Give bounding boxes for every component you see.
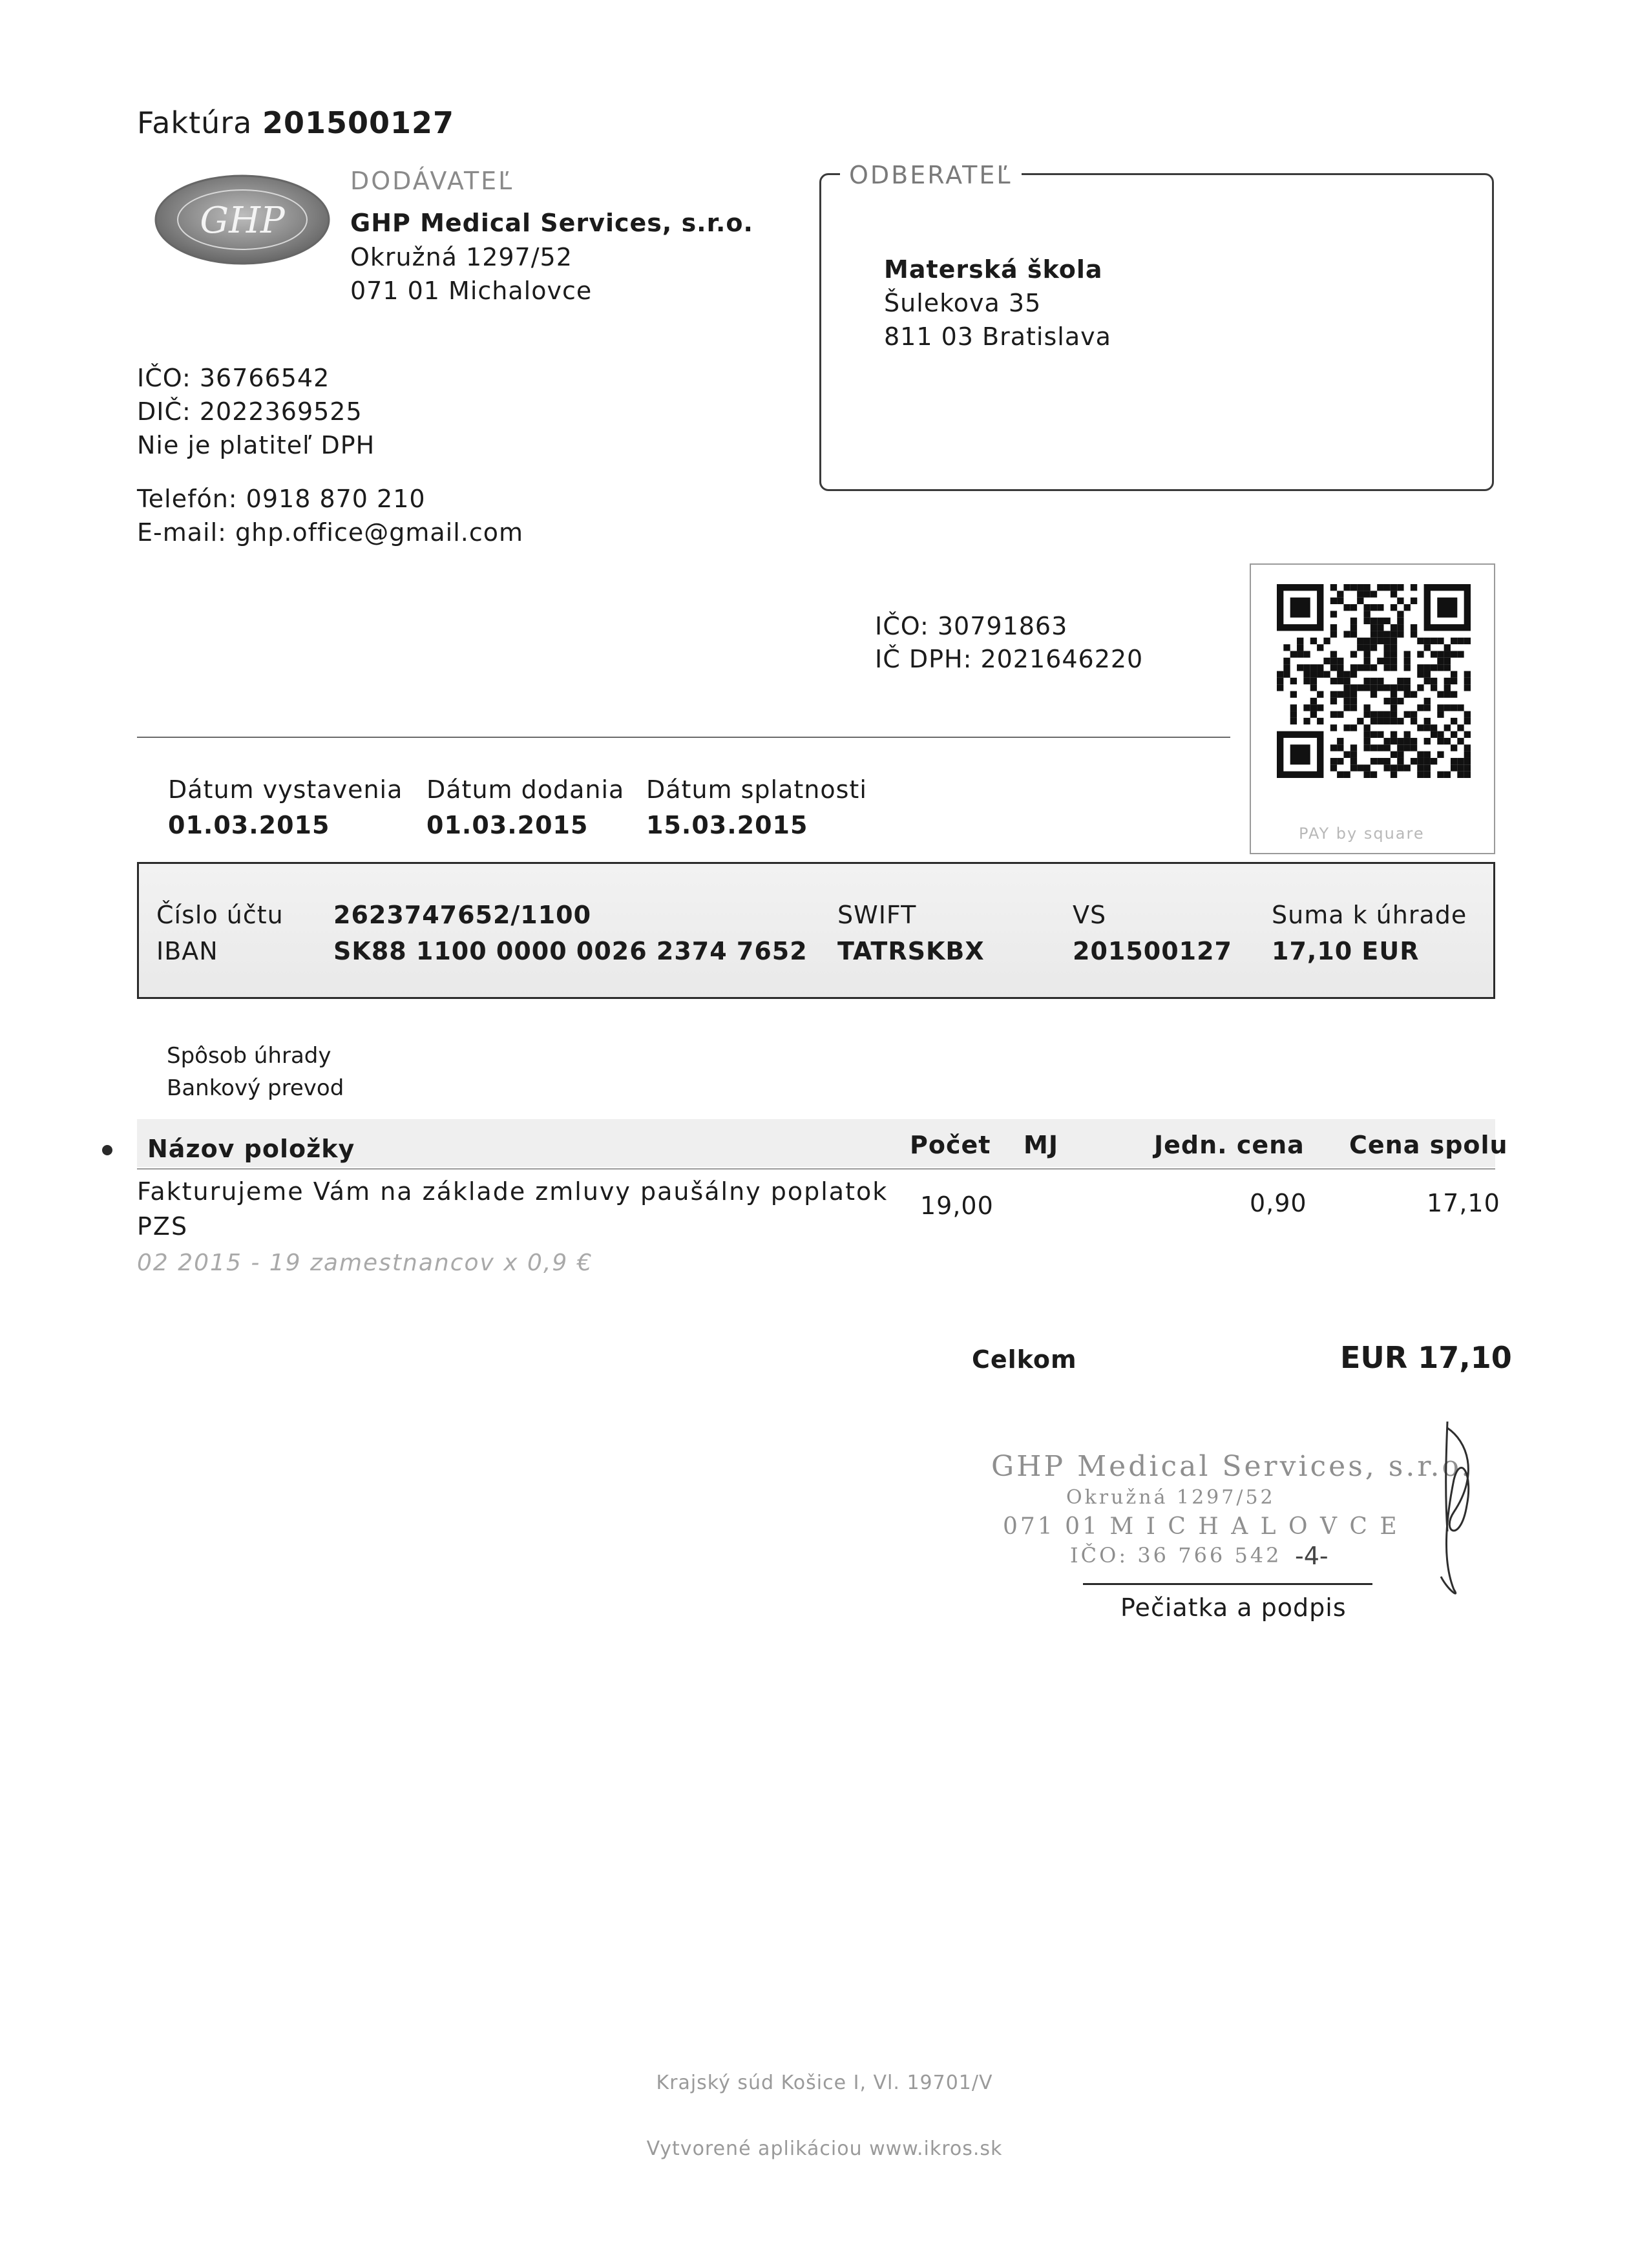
swift-value: TATRSKBX [837, 937, 985, 965]
sum-label: Suma k úhrade [1272, 901, 1467, 929]
supplier-city: 071 01 Michalovce [350, 277, 593, 305]
bullet-mark [102, 1145, 112, 1155]
iban-label: IBAN [156, 937, 218, 965]
item-qty: 19,00 [920, 1192, 994, 1220]
supplier-street: Okružná 1297/52 [350, 243, 572, 271]
stamp-mark: -4- [1295, 1542, 1329, 1570]
supplier-dic: DIČ: 2022369525 [137, 397, 362, 426]
customer-ico: IČO: 30791863 [875, 612, 1068, 640]
qr-code-frame [1250, 563, 1495, 854]
customer-street: Šulekova 35 [884, 289, 1042, 317]
col-header-unit-price: Jedn. cena [1154, 1131, 1305, 1159]
date-issued-value: 01.03.2015 [168, 811, 330, 839]
separator-line [137, 737, 1230, 738]
item-unit-price: 0,90 [1250, 1189, 1307, 1217]
col-header-qty: Počet [910, 1131, 991, 1159]
payment-method-label: Spôsob úhrady [167, 1043, 331, 1069]
supplier-email: E-mail: ghp.office@gmail.com [137, 518, 524, 547]
date-issued-label: Dátum vystavenia [168, 775, 403, 804]
item-name-line1: Fakturujeme Vám na základe zmluvy paušálny poplatok [137, 1177, 888, 1206]
vs-label: VS [1073, 901, 1107, 929]
invoice-number: 201500127 [262, 105, 455, 140]
customer-ic-dph: IČ DPH: 2021646220 [875, 645, 1144, 673]
date-delivery-label: Dátum dodania [426, 775, 625, 804]
item-total: 17,10 [1427, 1189, 1500, 1217]
col-header-name: Názov položky [147, 1135, 355, 1163]
company-logo [154, 173, 331, 267]
footer-created: Vytvorené aplikáciou www.ikros.sk [646, 2137, 1003, 2160]
signature-line [1083, 1583, 1372, 1585]
swift-label: SWIFT [837, 901, 917, 929]
invoice-title [137, 105, 454, 140]
customer-section-label: ODBERATEĽ [840, 161, 1022, 189]
logo-text: GHP [200, 200, 285, 242]
date-due-value: 15.03.2015 [646, 811, 808, 839]
account-number: 2623747652/1100 [333, 901, 592, 929]
total-value: EUR 17,10 [1340, 1340, 1512, 1375]
item-note: 02 2015 - 19 zamestnancov x 0,9 € [137, 1250, 593, 1276]
item-name-line2: PZS [137, 1212, 189, 1241]
invoice-title-label: Faktúra [137, 105, 253, 140]
supplier-vat-status: Nie je platiteľ DPH [137, 431, 375, 459]
qr-caption: PAY by square [1299, 824, 1425, 843]
total-label: Celkom [972, 1345, 1077, 1374]
iban-value: SK88 1100 0000 0026 2374 7652 [333, 937, 808, 965]
account-label: Číslo účtu [156, 901, 284, 929]
footer-court: Krajský súd Košice I, Vl. 19701/V [656, 2072, 993, 2094]
sum-value: 17,10 EUR [1272, 937, 1420, 965]
signature-icon [1428, 1415, 1506, 1602]
stamp-company-name: GHP Medical Services, s.r.o. [991, 1450, 1473, 1483]
supplier-section-label: DODÁVATEĽ [350, 167, 514, 195]
signature-caption: Pečiatka a podpis [1120, 1593, 1347, 1622]
supplier-name: GHP Medical Services, s.r.o. [350, 209, 753, 237]
payment-method-value: Bankový prevod [167, 1075, 344, 1101]
customer-city: 811 03 Bratislava [884, 322, 1111, 351]
payment-info-box [137, 862, 1495, 999]
vs-value: 201500127 [1073, 937, 1232, 965]
supplier-ico: IČO: 36766542 [137, 364, 330, 392]
stamp-city: 071 01 M I C H A L O V C E [1003, 1513, 1400, 1540]
stamp-ico: IČO: 36 766 542 [1070, 1543, 1282, 1568]
col-header-total: Cena spolu [1349, 1131, 1508, 1159]
customer-name: Materská škola [884, 255, 1103, 284]
stamp-street: Okružná 1297/52 [1066, 1486, 1276, 1509]
items-header-divider [137, 1168, 1495, 1170]
supplier-phone: Telefón: 0918 870 210 [137, 485, 426, 513]
qr-code [1277, 584, 1471, 778]
date-due-label: Dátum splatnosti [646, 775, 867, 804]
date-delivery-value: 01.03.2015 [426, 811, 589, 839]
col-header-unit: MJ [1024, 1131, 1058, 1159]
